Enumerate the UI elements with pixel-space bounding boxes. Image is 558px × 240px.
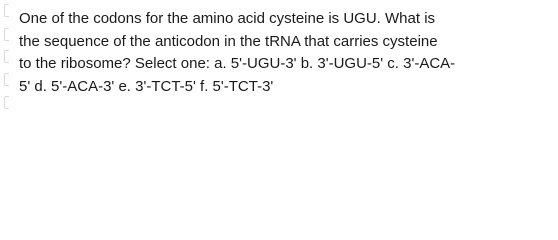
border-tick xyxy=(4,50,9,63)
border-tick xyxy=(4,28,9,41)
border-tick xyxy=(4,4,9,17)
left-border-decoration xyxy=(4,0,9,126)
border-tick xyxy=(4,96,9,109)
border-tick xyxy=(4,73,9,86)
question-text: One of the codons for the amino acid cysteine is UGU. What is the sequence of the anticodon in the tRNA that carries cysteine to the ribosome? Select one: a. 5'-UGU-3' b. 3'-UGU-5' c. 3'-ACA- 5' d. 5'-ACA-3' e. 3'-TCT-5' f. 5'-TCT-3' xyxy=(19,10,456,95)
